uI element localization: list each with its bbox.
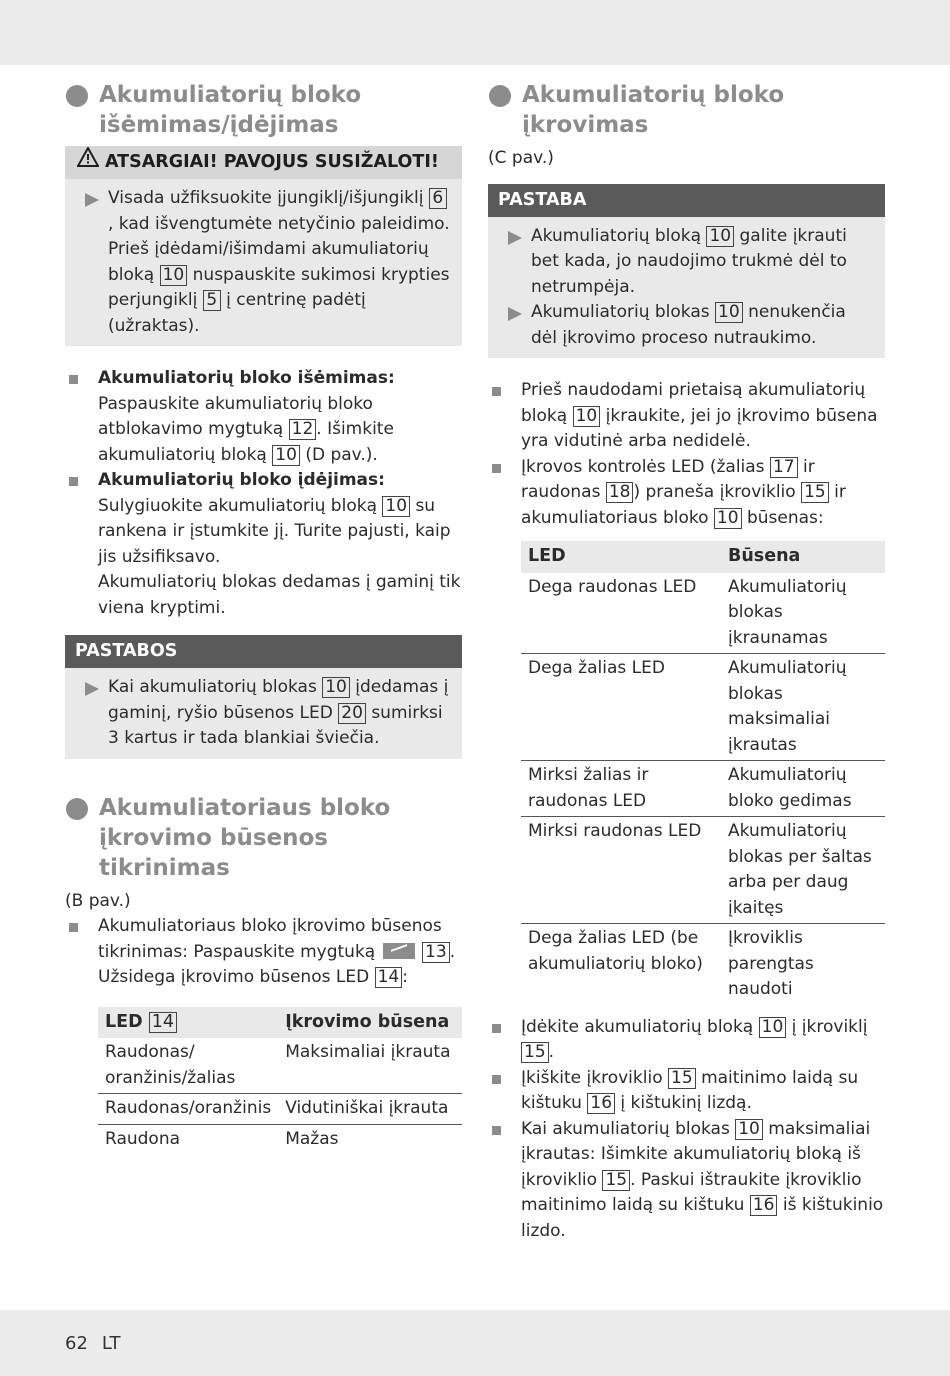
heading-line1: Akumuliatorių bloko bbox=[99, 82, 362, 108]
note-title: PASTABA bbox=[488, 184, 885, 217]
part-number: 6 bbox=[429, 188, 447, 209]
charge-state-table bbox=[98, 1007, 462, 1155]
arrow-right-icon bbox=[508, 307, 522, 321]
list-item-insertion: Akumuliatorių bloko įdėjimas: Sulygiuokite akumuliatorių bloką 10 su rankena ir įstumkite jį. Turite pajusti, kaip jis užsifiksavo. Akumuliatorių blokas dedamas į gaminį tik viena kryptimi. bbox=[65, 468, 462, 621]
part-number: 10 bbox=[735, 1119, 763, 1140]
heading-line1: Akumuliatoriaus bloko bbox=[99, 794, 391, 821]
arrow-right-icon bbox=[85, 193, 99, 207]
bottom-margin-bar bbox=[0, 1310, 950, 1376]
part-number: 12 bbox=[289, 419, 317, 440]
list-item: Kai akumuliatorių blokas 10 maksimaliai įkrautas: Išimkite akumuliatorių bloką iš įkroviklio 15 . Paskui ištraukite įkroviklio maitinimo laidą su kištuku 16 iš kištukinio lizdo. bbox=[488, 1117, 885, 1245]
table-header-state: Būsena bbox=[721, 541, 885, 573]
square-bullet-icon bbox=[69, 375, 78, 384]
part-number: 13 bbox=[422, 942, 450, 963]
part-number: 10 bbox=[160, 265, 188, 286]
table-row: Raudonas/oranžinis Vidutiniškai įkrauta bbox=[98, 1094, 462, 1125]
warning-item: Visada užfiksuokite įjungiklį/išjungiklį 6, kad išvengtumėte netyčinio paleidimo. Prieš įdėdami/išimdami akumuliatorių bloką 10 nuspauskite sukimosi krypties perjungiklį 5 į centrinę padėtį (užraktas). bbox=[75, 186, 452, 339]
heading-line2: įkrovimo būsenos tikrinimas bbox=[99, 824, 328, 881]
part-number: 14 bbox=[149, 1012, 177, 1033]
notes-box bbox=[65, 635, 462, 759]
section-heading-charging bbox=[488, 80, 885, 140]
battery-button-icon bbox=[383, 943, 415, 959]
heading-line2: įkrovimas bbox=[522, 112, 649, 138]
list-item-removal: Akumuliatorių bloko išėmimas: Paspauskite akumuliatorių bloko atblokavimo mygtuką 12 . Išimkite akumuliatorių bloką 10 (D pav.). bbox=[65, 366, 462, 468]
left-column bbox=[65, 80, 462, 1154]
circle-bullet-icon bbox=[66, 85, 88, 107]
led-state-table bbox=[521, 541, 885, 1005]
item-label: Akumuliatorių bloko įdėjimas: bbox=[98, 470, 385, 490]
notes-title: PASTABOS bbox=[65, 635, 462, 668]
note-item: Kai akumuliatorių blokas 10 įdedamas į gaminį, ryšio būsenos LED 20 sumirksi 3 kartus ir tada blankiai šviečia. bbox=[75, 675, 452, 752]
part-number: 16 bbox=[750, 1195, 778, 1216]
part-number: 18 bbox=[606, 482, 634, 503]
note-item: Akumuliatorių blokas 10 nenukenčia dėl įkrovimo proceso nutraukimo. bbox=[498, 300, 875, 351]
square-bullet-icon bbox=[69, 923, 78, 932]
table-header-led: LED 14 bbox=[98, 1007, 278, 1039]
table-row: Dega žalias LED Akumuliatorių blokas maksimaliai įkrautas bbox=[521, 654, 885, 761]
section-heading-charge-check bbox=[65, 793, 462, 883]
warning-title bbox=[65, 146, 462, 179]
page-number: 62 bbox=[65, 1333, 88, 1354]
list-item: Įkiškite įkroviklio 15 maitinimo laidą su kištuku 16 į kištukinį lizdą. bbox=[488, 1066, 885, 1117]
heading-line1: Akumuliatorių bloko bbox=[522, 82, 785, 108]
table-header-led: LED bbox=[521, 541, 721, 573]
table-header-state: Įkrovimo būsena bbox=[278, 1007, 462, 1039]
square-bullet-icon bbox=[492, 387, 501, 396]
part-number: 15 bbox=[801, 482, 829, 503]
warning-triangle-icon bbox=[77, 146, 99, 179]
part-number: 10 bbox=[706, 226, 734, 247]
table-row: Raudona Mažas bbox=[105, 1128, 339, 1149]
right-column bbox=[488, 80, 885, 1244]
list-item: Įkrovos kontrolės LED (žalias 17 ir raudonas 18 ) praneša įkroviklio 15 ir akumuliatoriaus bloko 10 būsenas: bbox=[488, 455, 885, 532]
part-number: 10 bbox=[322, 677, 350, 698]
part-number: 15 bbox=[521, 1042, 549, 1063]
language-code: LT bbox=[101, 1333, 121, 1354]
warning-box bbox=[65, 146, 462, 346]
list-item: Įdėkite akumuliatorių bloką 10 į įkroviklį 15 . bbox=[488, 1015, 885, 1066]
part-number: 10 bbox=[573, 406, 601, 427]
table-row: Raudonas/ oranžinis/žalias Maksimaliai įkrauta bbox=[98, 1038, 462, 1094]
page-footer bbox=[65, 1331, 134, 1357]
square-bullet-icon bbox=[69, 477, 78, 486]
figure-reference: (C pav.) bbox=[488, 148, 554, 168]
figure-reference: (B pav.) bbox=[65, 890, 131, 911]
table-row: Dega raudonas LED Akumuliatorių blokas įkraunamas bbox=[521, 573, 885, 654]
square-bullet-icon bbox=[492, 464, 501, 473]
list-item: Prieš naudodami prietaisą akumuliatorių bloką 10 įkraukite, jei jo įkrovimo būsena yra vidutinė arba nedidelė. bbox=[488, 378, 885, 455]
part-number: 15 bbox=[668, 1068, 696, 1089]
part-number: 16 bbox=[587, 1093, 615, 1114]
circle-bullet-icon bbox=[489, 85, 511, 107]
part-number: 10 bbox=[759, 1017, 787, 1038]
table-row: Dega žalias LED (be akumuliatorių bloko) Įkroviklis parengtas naudoti bbox=[528, 928, 814, 999]
square-bullet-icon bbox=[492, 1075, 501, 1084]
list-item-check: Akumuliatoriaus bloko įkrovimo būsenos tikrinimas: Paspauskite mygtuką 13 . Užsidega įkrovimo būsenos LED 14 : bbox=[65, 914, 462, 991]
part-number: 17 bbox=[770, 457, 798, 478]
part-number: 5 bbox=[203, 290, 221, 311]
top-margin-bar bbox=[0, 0, 950, 65]
heading-line2: išėmimas/įdėjimas bbox=[99, 112, 339, 138]
part-number: 10 bbox=[382, 496, 410, 517]
part-number: 20 bbox=[338, 703, 366, 724]
square-bullet-icon bbox=[492, 1126, 501, 1135]
arrow-right-icon bbox=[85, 682, 99, 696]
arrow-right-icon bbox=[508, 231, 522, 245]
circle-bullet-icon bbox=[66, 798, 88, 820]
square-bullet-icon bbox=[492, 1024, 501, 1033]
part-number: 14 bbox=[375, 967, 403, 988]
part-number: 15 bbox=[602, 1170, 630, 1191]
item-label: Akumuliatorių bloko išėmimas: bbox=[98, 368, 395, 388]
section-heading-removal bbox=[65, 80, 462, 140]
note-box bbox=[488, 184, 885, 359]
table-row: Mirksi raudonas LED Akumuliatorių blokas per šaltas arba per daug įkaitęs bbox=[521, 817, 885, 924]
note-item: Akumuliatorių bloką 10 galite įkrauti bet kada, jo naudojimo trukmė dėl to netrumpėja. bbox=[498, 224, 875, 301]
part-number: 10 bbox=[272, 445, 300, 466]
part-number: 10 bbox=[715, 302, 743, 323]
table-row: Mirksi žalias ir raudonas LED Akumuliatorių bloko gedimas bbox=[521, 761, 885, 817]
warning-title-text: ATSARGIAI! PAVOJUS SUSIŽALOTI! bbox=[105, 152, 439, 172]
part-number: 10 bbox=[714, 508, 742, 529]
